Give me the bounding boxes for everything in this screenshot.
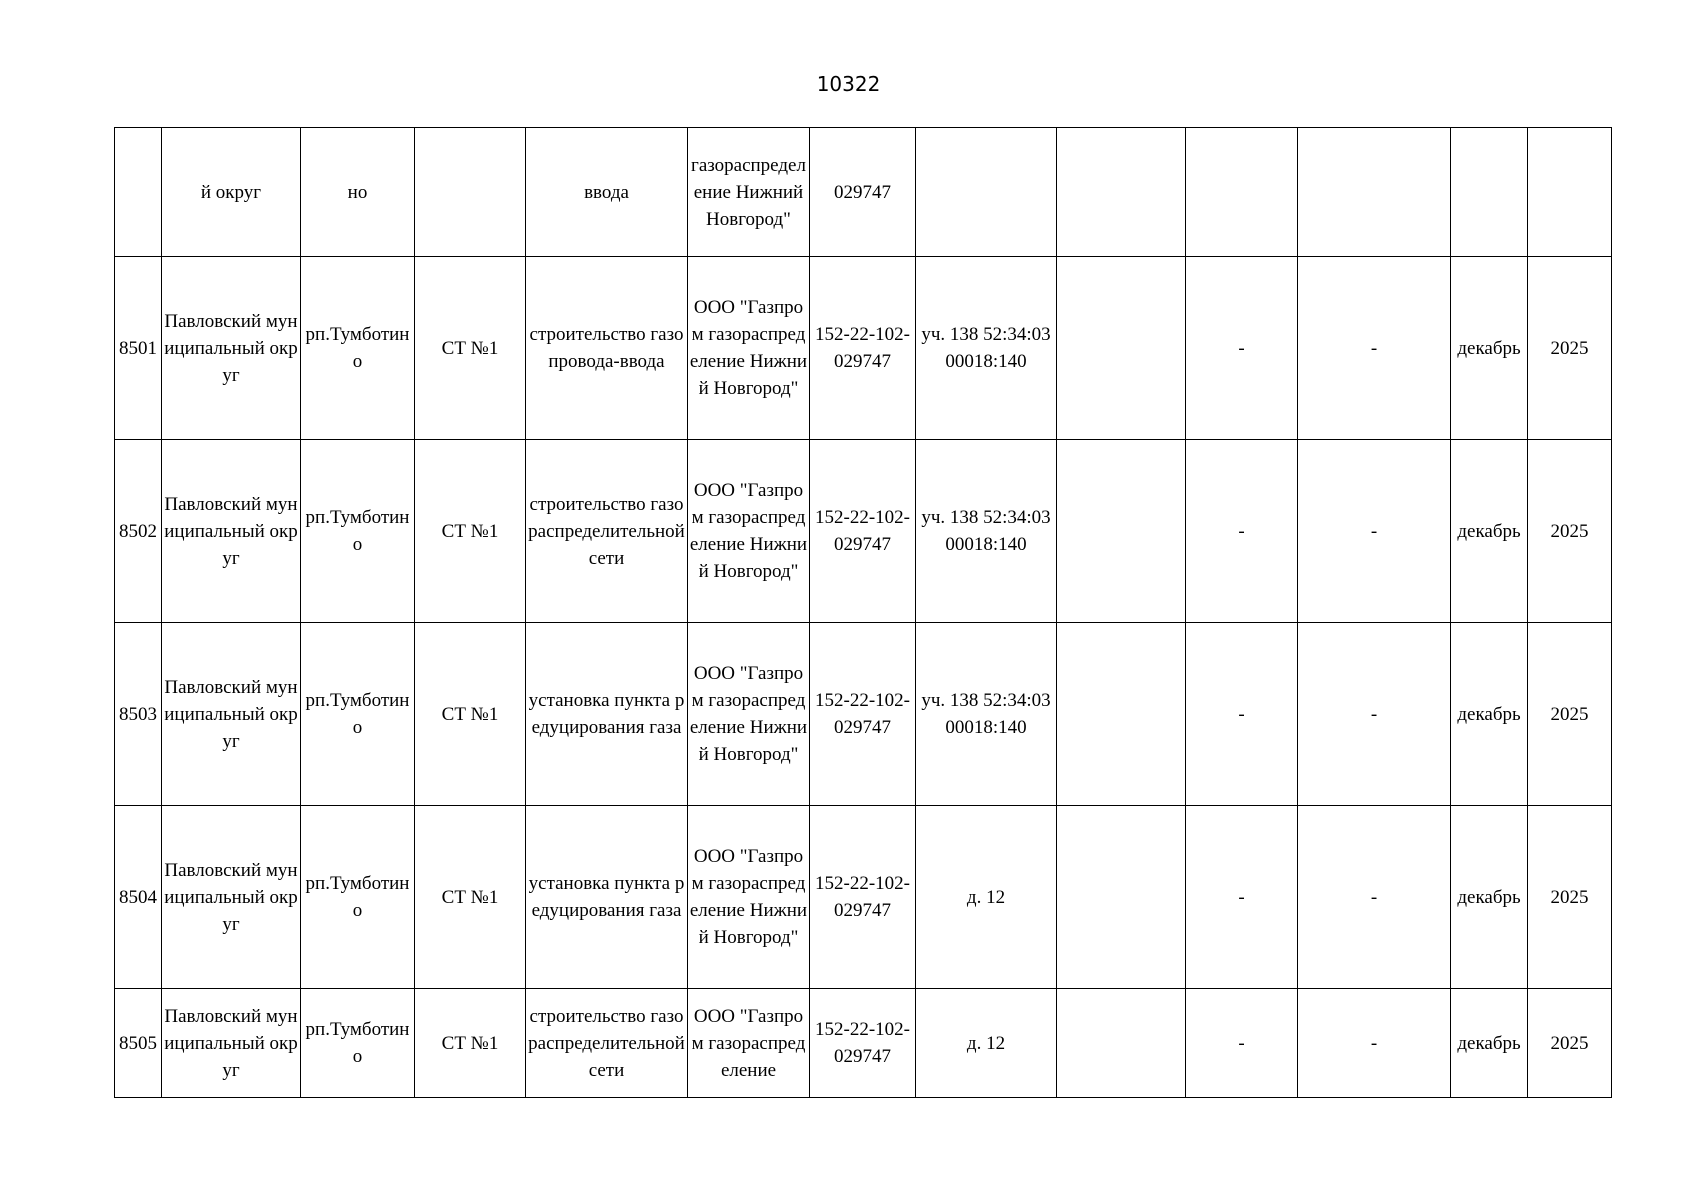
cell-month: декабрь (1451, 257, 1528, 440)
cell-year: 2025 (1528, 806, 1612, 989)
table-row (115, 440, 1612, 623)
cell-col11: - (1298, 989, 1451, 1098)
cell-col9 (1057, 128, 1186, 257)
cell-organization: ООО "Газпром газораспределение Нижний Новгород" (688, 440, 810, 623)
page-number: 10322 (816, 72, 881, 96)
cell-work: строительство газораспределительной сети (526, 989, 688, 1098)
cell-month: декабрь (1451, 440, 1528, 623)
table-row-continuation (115, 128, 1612, 257)
cell-year (1528, 128, 1612, 257)
cell-organization: ООО "Газпром газораспределение Нижний Новгород" (688, 623, 810, 806)
cell-col10: - (1186, 989, 1298, 1098)
cell-object: СТ №1 (415, 257, 526, 440)
cell-address (916, 128, 1057, 257)
cell-district: Павловский муниципальный округ (162, 440, 301, 623)
cell-address: уч. 138 52:34:0300018:140 (916, 257, 1057, 440)
cell-number: 8503 (115, 623, 162, 806)
cell-organization: ООО "Газпром газораспределение (688, 989, 810, 1098)
cell-year: 2025 (1528, 257, 1612, 440)
cell-work: установка пункта редуцирования газа (526, 806, 688, 989)
cell-address: д. 12 (916, 806, 1057, 989)
register-table (114, 127, 1612, 1098)
cell-col11: - (1298, 257, 1451, 440)
cell-col11: - (1298, 623, 1451, 806)
cell-district: Павловский муниципальный округ (162, 623, 301, 806)
cell-settlement: рп.Тумботино (301, 440, 415, 623)
cell-col9 (1057, 623, 1186, 806)
table-row (115, 623, 1612, 806)
cell-settlement: рп.Тумботино (301, 623, 415, 806)
cell-month: декабрь (1451, 989, 1528, 1098)
cell-month: декабрь (1451, 623, 1528, 806)
cell-number: 8505 (115, 989, 162, 1098)
cell-work: строительство газопровода-ввода (526, 257, 688, 440)
cell-object (415, 128, 526, 257)
cell-year: 2025 (1528, 989, 1612, 1098)
cell-district: Павловский муниципальный округ (162, 257, 301, 440)
cell-organization: газораспределение Нижний Новгород" (688, 128, 810, 257)
cell-number (115, 128, 162, 257)
cell-object: СТ №1 (415, 623, 526, 806)
cell-col11: - (1298, 440, 1451, 623)
cell-address: уч. 138 52:34:0300018:140 (916, 623, 1057, 806)
cell-settlement: рп.Тумботино (301, 257, 415, 440)
cell-object: СТ №1 (415, 806, 526, 989)
cell-col9 (1057, 806, 1186, 989)
cell-work: строительство газораспределительной сети (526, 440, 688, 623)
cell-organization: ООО "Газпром газораспределение Нижний Новгород" (688, 806, 810, 989)
cell-col9 (1057, 989, 1186, 1098)
cell-registration-number: 152-22-102-029747 (810, 257, 916, 440)
table-row (115, 989, 1612, 1098)
cell-address: д. 12 (916, 989, 1057, 1098)
cell-col10: - (1186, 806, 1298, 989)
cell-district: Павловский муниципальный округ (162, 989, 301, 1098)
table-row (115, 806, 1612, 989)
cell-district: Павловский муниципальный округ (162, 806, 301, 989)
cell-registration-number: 152-22-102-029747 (810, 623, 916, 806)
cell-address: уч. 138 52:34:0300018:140 (916, 440, 1057, 623)
cell-number: 8501 (115, 257, 162, 440)
cell-col9 (1057, 440, 1186, 623)
cell-registration-number: 152-22-102-029747 (810, 806, 916, 989)
table-row (115, 257, 1612, 440)
cell-registration-number: 152-22-102-029747 (810, 989, 916, 1098)
cell-col11: - (1298, 806, 1451, 989)
cell-month: декабрь (1451, 806, 1528, 989)
cell-number: 8504 (115, 806, 162, 989)
cell-district: й округ (162, 128, 301, 257)
cell-object: СТ №1 (415, 440, 526, 623)
cell-settlement: но (301, 128, 415, 257)
cell-organization: ООО "Газпром газораспределение Нижний Новгород" (688, 257, 810, 440)
cell-number: 8502 (115, 440, 162, 623)
cell-col10: - (1186, 440, 1298, 623)
table-body (115, 128, 1612, 1098)
cell-col10: - (1186, 257, 1298, 440)
cell-registration-number: 029747 (810, 128, 916, 257)
cell-work: установка пункта редуцирования газа (526, 623, 688, 806)
cell-col10: - (1186, 623, 1298, 806)
cell-year: 2025 (1528, 623, 1612, 806)
cell-settlement: рп.Тумботино (301, 989, 415, 1098)
cell-object: СТ №1 (415, 989, 526, 1098)
cell-col9 (1057, 257, 1186, 440)
cell-settlement: рп.Тумботино (301, 806, 415, 989)
cell-registration-number: 152-22-102-029747 (810, 440, 916, 623)
cell-col11 (1298, 128, 1451, 257)
cell-work: ввода (526, 128, 688, 257)
cell-year: 2025 (1528, 440, 1612, 623)
cell-month (1451, 128, 1528, 257)
cell-col10 (1186, 128, 1298, 257)
